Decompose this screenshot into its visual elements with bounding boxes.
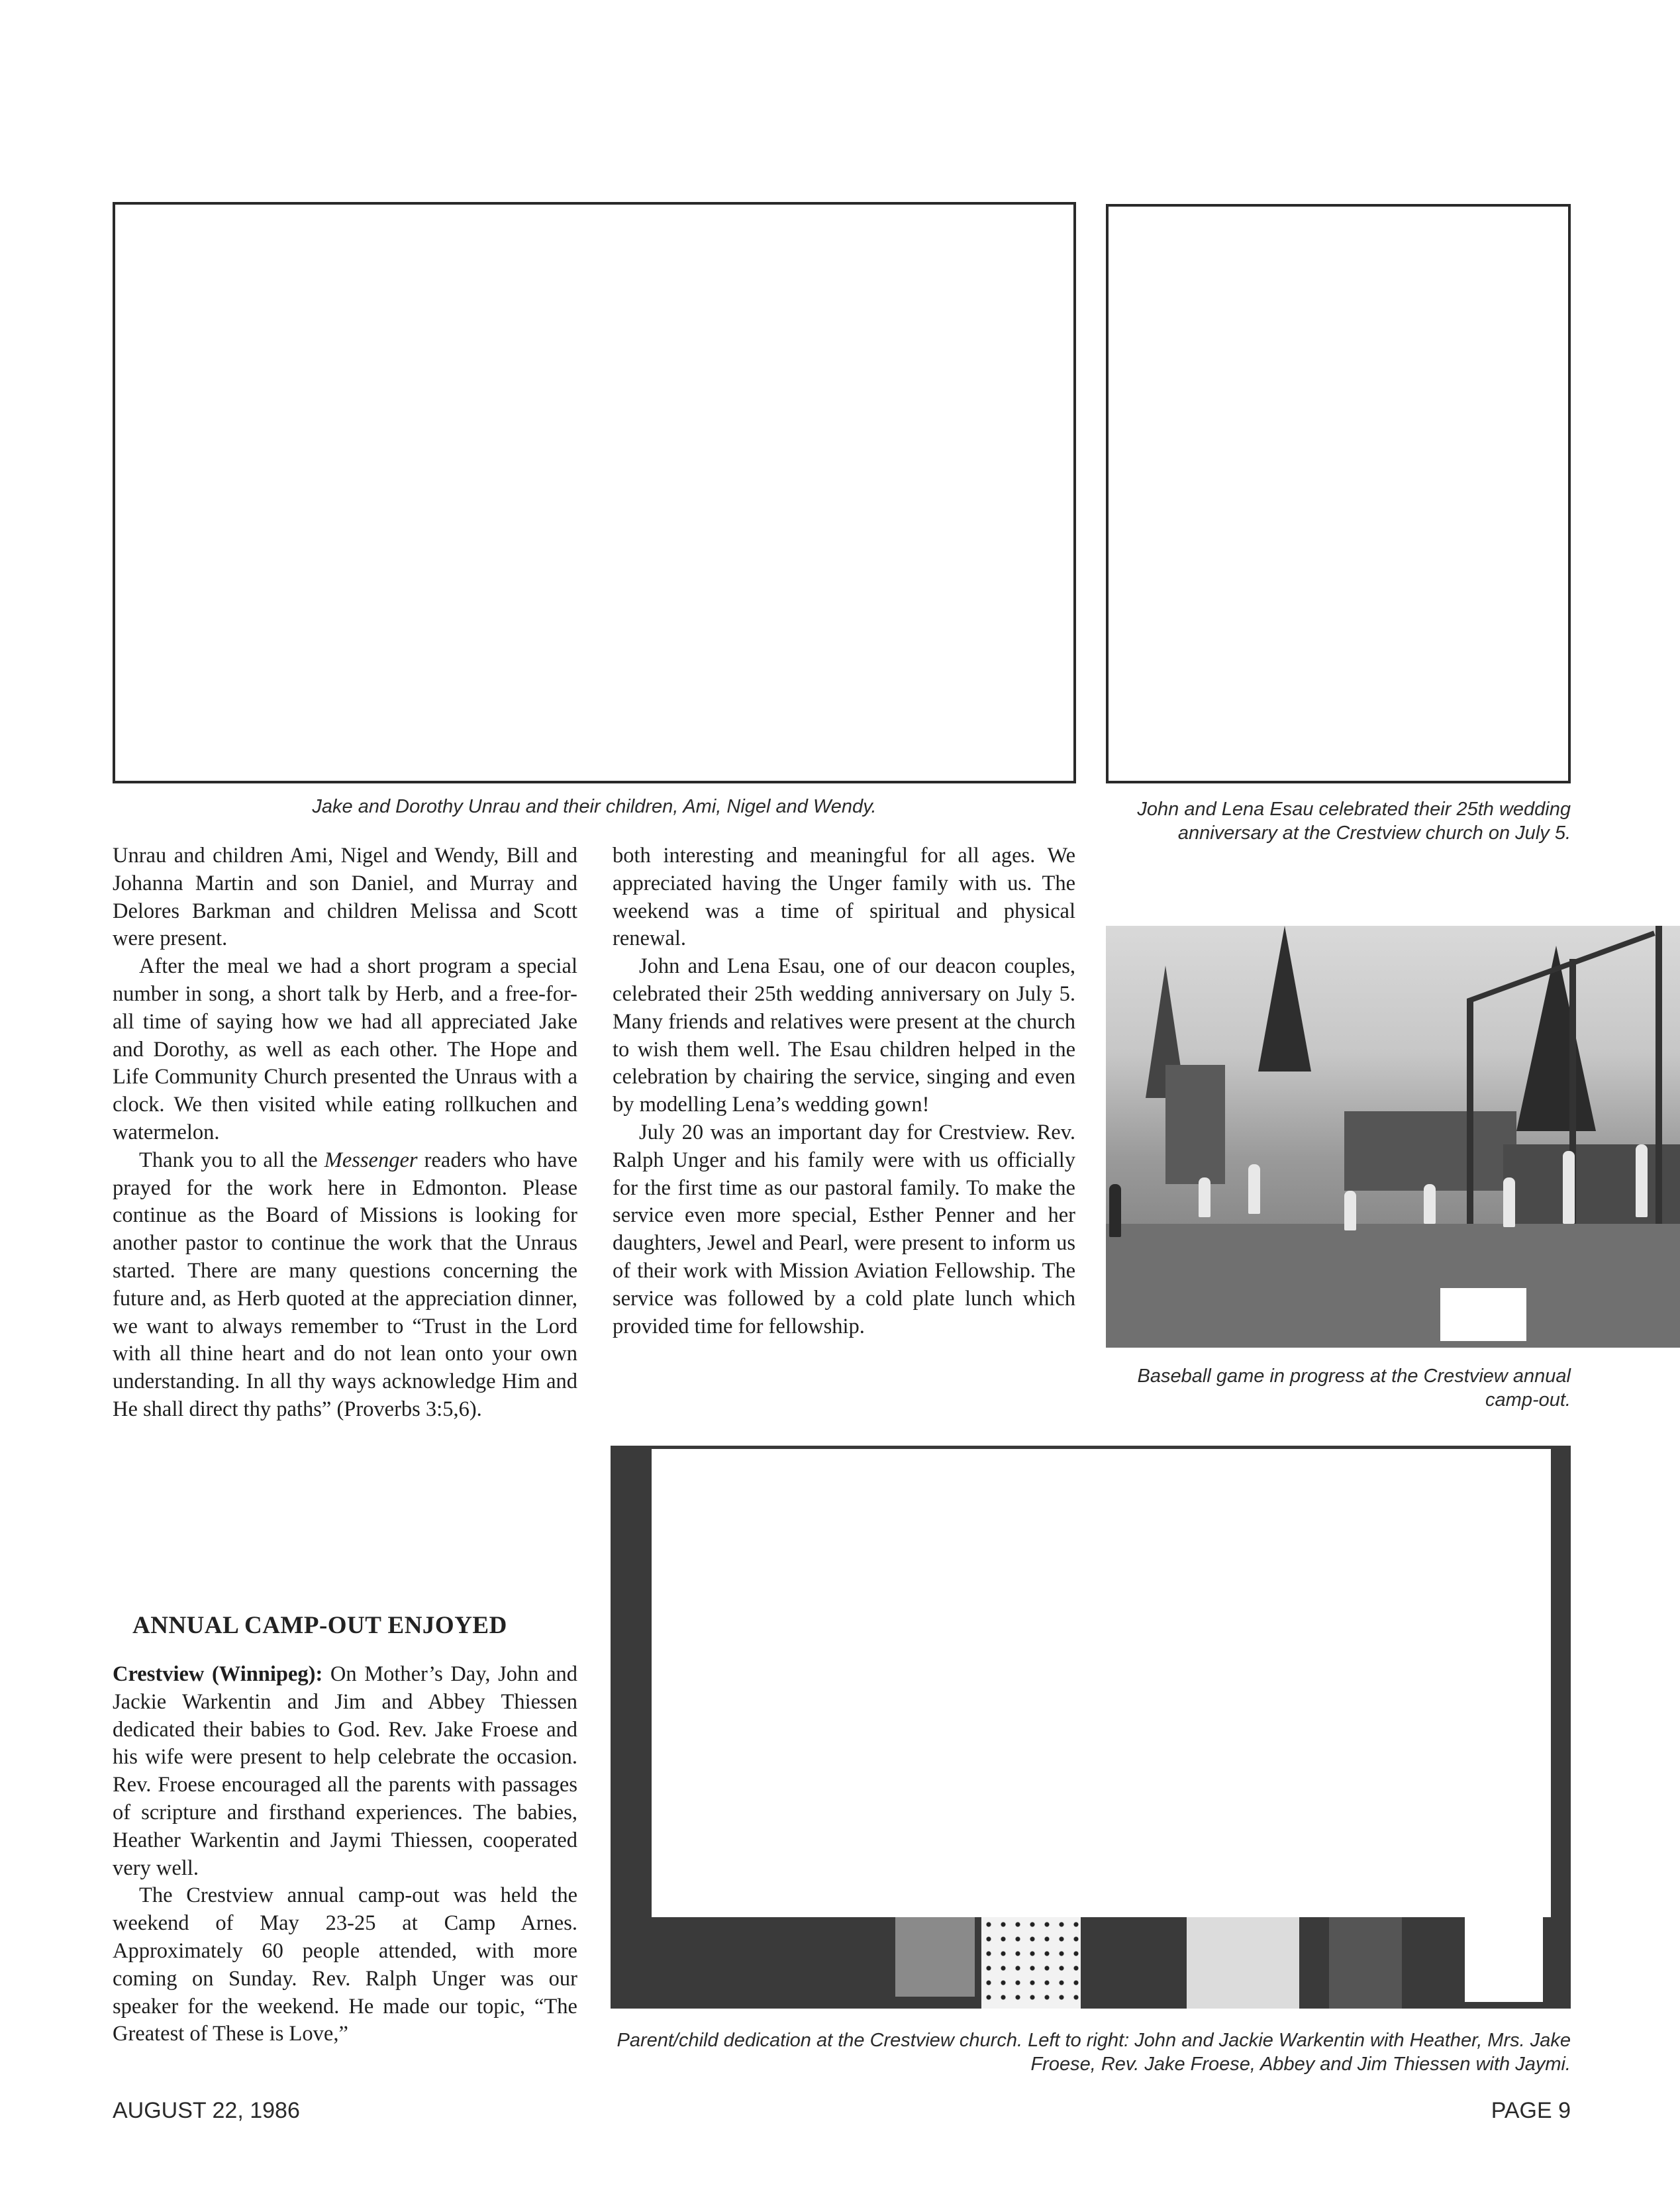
article-column-1 [113, 842, 577, 1424]
dress-figure [895, 1917, 975, 1997]
dedication-photo-caption: Parent/child dedication at the Crestview church. Left to right: John and Jackie Warkentin with Heather, Mrs. Jake Froese, Rev. Jake Froese, Abbey and Jim Thiessen with Jaymi. [617, 2030, 1571, 2075]
article-paragraph: both interesting and meaningful for all ages. We appreciated having the Unger family with us. The weekend was a time of spiritual and physical renewal. [613, 844, 1075, 951]
player-figure [1563, 1151, 1575, 1224]
dedication-photo [611, 1446, 1571, 2009]
dateline: Crestview (Winnipeg): [113, 1662, 323, 1686]
field-grass [1106, 1224, 1680, 1348]
paragraph-text: readers who have prayed for the work here in Edmonton. Please continue as the Board of Missions is looking for another pastor to continue the work that the Unraus started. There are many questions concerning the future and, as Herb quoted at the appreciation dinner, we want to always remember to “Trust in the Lord with all thine heart and do not lean onto your own understanding. In all thy ways acknowledge Him and He shall direct thy paths” (Proverbs 3:5,6). [113, 1148, 578, 1421]
article-paragraph: The Crestview annual camp-out was held the weekend of May 23-25 at Camp Arnes. Approximately 60 people attended, with more coming on Sunday. Rev. Ralph Unger was our speaker for the weekend. He made our topic, “The Greatest of These is Love,” [113, 1883, 577, 2046]
article-headline: ANNUAL CAMP-OUT ENJOYED [132, 1612, 507, 1639]
article-paragraph: Unrau and children Ami, Nigel and Wendy, Bill and Johanna Martin and son Daniel, and Murray and Delores Barkman and children Melissa and Scott were present. [113, 844, 577, 951]
dress-figure [1329, 1917, 1402, 2009]
player-figure [1344, 1191, 1356, 1230]
page-number: PAGE 9 [1491, 2098, 1571, 2123]
article-paragraph: John and Lena Esau, one of our deacon couples, celebrated their 25th wedding anniversary on July 5. Many friends and relatives were present at the church to wish them well. The Esau children helped in the celebration by chairing the service, singing and even by modelling Lena’s wedding gown! [613, 954, 1075, 1117]
player-figure [1503, 1177, 1515, 1227]
playground-structure [1165, 1065, 1225, 1184]
player-figure [1199, 1177, 1211, 1217]
messenger-title: Messenger [324, 1148, 418, 1172]
photo-blank-area [652, 1449, 1551, 1917]
polka-dot-dress [981, 1917, 1081, 2009]
paragraph-text: On Mother’s Day, John and Jackie Warkentin and Jim and Abbey Thiessen dedicated their babies to God. Rev. Jake Froese and his wife were present to help celebrate the occasion. Rev. Froese encouraged all the parents with passages of scripture and firsthand experiences. The babies, Heather Warkentin and Jaymi Thiessen, cooperated very well. [113, 1662, 577, 1880]
tree-shape [1516, 946, 1596, 1131]
player-figure [1636, 1144, 1648, 1217]
player-figure [1248, 1164, 1260, 1214]
baseball-game-photo [1106, 926, 1680, 1348]
issue-date: AUGUST 22, 1986 [113, 2098, 300, 2123]
article-paragraph: July 20 was an important day for Crestview. Rev. Ralph Unger and his family were with us officially for the first time as our pastoral family. To make the service even more special, Esther Penner and her daughters, Jewel and Pearl, were present to inform us of their work with Mission Aviation Fellowship. The service was followed by a cold plate lunch which provided time for fellowship. [613, 1120, 1075, 1338]
article-paragraph [113, 1661, 577, 1882]
article-paragraph: After the meal we had a short program a special number in song, a short talk by Herb, and a free-for-all time of saying how we had all appreciated Jake and Dorothy, as well as each other. The Hope and Life Community Church presented the Unraus with a clock. We then visited while eating rollkuchen and watermelon. [113, 954, 577, 1144]
article-column-2 [613, 842, 1075, 1340]
white-patch [1440, 1288, 1526, 1341]
baseball-photo-caption: Baseball game in progress at the Crestview annual camp-out. [1137, 1366, 1571, 1411]
building [1344, 1111, 1516, 1191]
player-figure [1424, 1184, 1436, 1224]
paragraph-text: Thank you to all the [139, 1148, 324, 1172]
tree-shape [1258, 926, 1311, 1072]
article-paragraph [113, 1147, 577, 1424]
unrau-family-photo [113, 202, 1076, 783]
unrau-photo-caption: Jake and Dorothy Unrau and their children, Ami, Nigel and Wendy. [312, 796, 877, 817]
white-patch [1465, 1917, 1543, 2002]
esau-photo-caption: John and Lena Esau celebrated their 25th wedding anniversary at the Crestview church on July 5. [1137, 799, 1571, 844]
backstop-post [1655, 926, 1662, 1257]
article-column-1-continued [113, 1661, 577, 2048]
player-figure [1109, 1184, 1121, 1237]
dress-figure [1187, 1917, 1299, 2009]
esau-anniversary-photo [1106, 204, 1571, 783]
